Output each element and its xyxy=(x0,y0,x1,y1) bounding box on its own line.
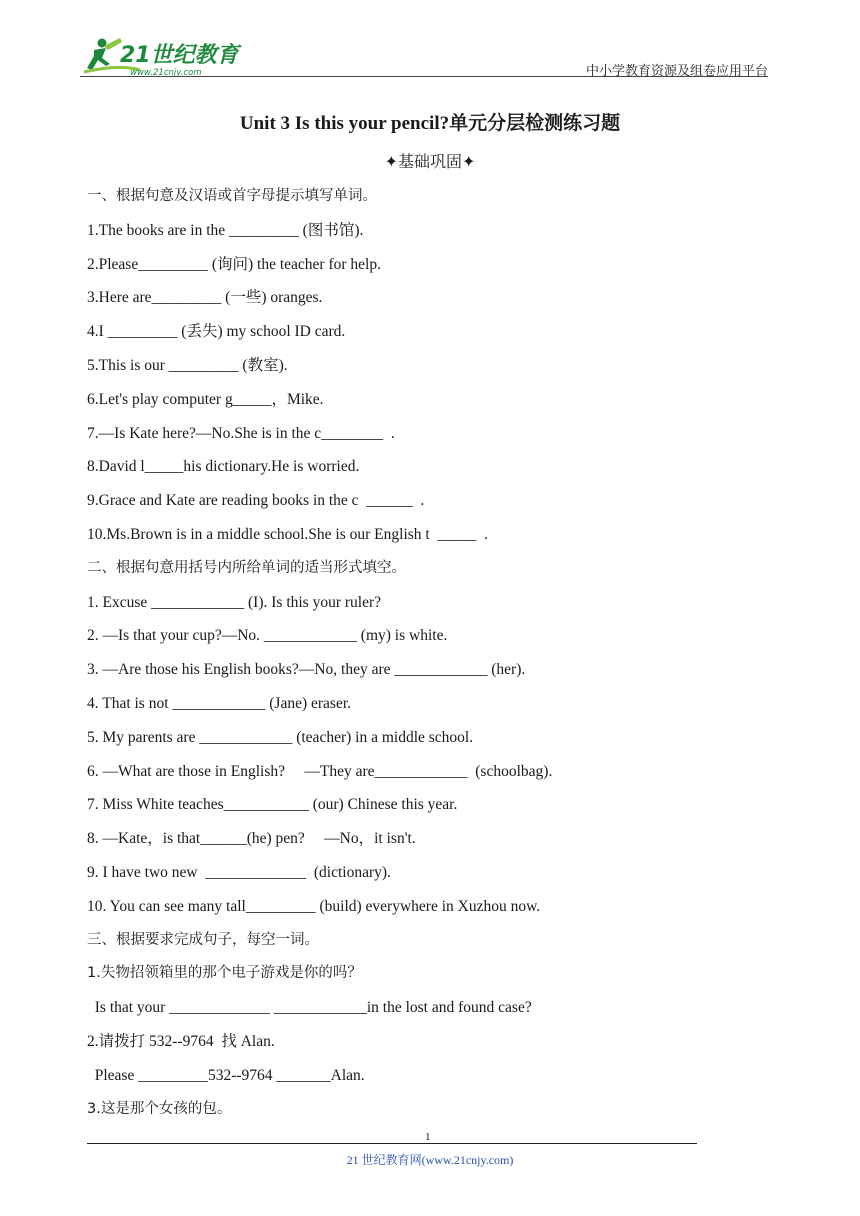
worksheet-title: Unit 3 Is this your pencil?单元分层检测练习题 xyxy=(239,113,621,134)
section-level-label: ✦基础巩固✦ xyxy=(384,152,476,171)
exercise-line: 9. I have two new _____________ (dictionary). xyxy=(87,863,391,881)
worksheet-body xyxy=(87,180,777,1126)
header-divider xyxy=(80,76,768,77)
exercise-prompt: 1.失物招领箱里的那个电子游戏是你的吗？ xyxy=(87,965,362,982)
exercise-line: 3.Here are_________ (一些) oranges. xyxy=(87,289,323,307)
page-number: 1 xyxy=(425,1131,431,1143)
section-heading: 二、根据句意用括号内所给单词的适当形式填空。 xyxy=(87,559,406,576)
exercise-line: 6.Let's play computer g_____，Mike. xyxy=(87,390,324,408)
page-header xyxy=(80,30,770,80)
runner-logo-icon xyxy=(80,34,260,78)
exercise-line: 1. Excuse ____________ (I). Is this your ruler? xyxy=(87,593,382,611)
svg-text:21世纪教育: 21世纪教育 xyxy=(120,43,239,68)
exercise-line: Is that your _____________ ____________in the lost and found case? xyxy=(87,999,532,1017)
exercise-line: 8.David l_____his dictionary.He is worried. xyxy=(87,458,360,476)
site-logo xyxy=(80,34,260,78)
footer-site-link[interactable]: 21 世纪教育网(www.21cnjy.com) xyxy=(346,1153,514,1167)
exercise-line: 4.I _________ (丢失) my school ID card. xyxy=(87,323,346,341)
svg-text:www.21cnjy.com: www.21cnjy.com xyxy=(130,68,202,78)
exercise-line: 6. —What are those in English? —They are____________ (schoolbag). xyxy=(87,762,553,780)
exercise-line: 3. —Are those his English books?—No, they are ____________ (her). xyxy=(87,661,526,679)
exercise-line: 9.Grace and Kate are reading books in the c ______ . xyxy=(87,492,425,510)
exercise-line: 7.—Is Kate here?—No.She is in the c________ . xyxy=(87,424,395,442)
platform-name: 中小学教育资源及组卷应用平台 xyxy=(585,64,768,79)
exercise-line: 2. —Is that your cup?—No. ____________ (my) is white. xyxy=(87,627,448,645)
exercise-line: 5. My parents are ____________ (teacher) in a middle school. xyxy=(87,728,474,746)
exercise-line: 2.Please_________ (询问) the teacher for help. xyxy=(87,255,381,273)
exercise-prompt: 3.这是那个女孩的包。 xyxy=(87,1100,232,1117)
exercise-line: 10.Ms.Brown is in a middle school.She is our English t _____ . xyxy=(87,525,488,543)
exercise-prompt: 2.请拨打 532--9764 找 Alan. xyxy=(87,1032,275,1050)
exercise-line: 1.The books are in the _________ (图书馆). xyxy=(87,221,364,239)
exercise-line: 8. —Kate，is that______(he) pen? —No，it isn't. xyxy=(87,830,416,848)
exercise-line: 7. Miss White teaches___________ (our) Chinese this year. xyxy=(87,796,458,814)
footer-divider xyxy=(87,1143,697,1144)
exercise-line: 10. You can see many tall_________ (build) everywhere in Xuzhou now. xyxy=(87,897,541,915)
exercise-line: 4. That is not ____________ (Jane) eraser. xyxy=(87,694,352,712)
exercise-line: Please _________532--9764 _______Alan. xyxy=(87,1066,365,1084)
exercise-line: 5.This is our _________ (教室). xyxy=(87,356,288,374)
section-heading: 三、根据要求完成句子，每空一词。 xyxy=(87,931,319,948)
section-heading: 一、根据句意及汉语或首字母提示填写单词。 xyxy=(87,188,377,204)
